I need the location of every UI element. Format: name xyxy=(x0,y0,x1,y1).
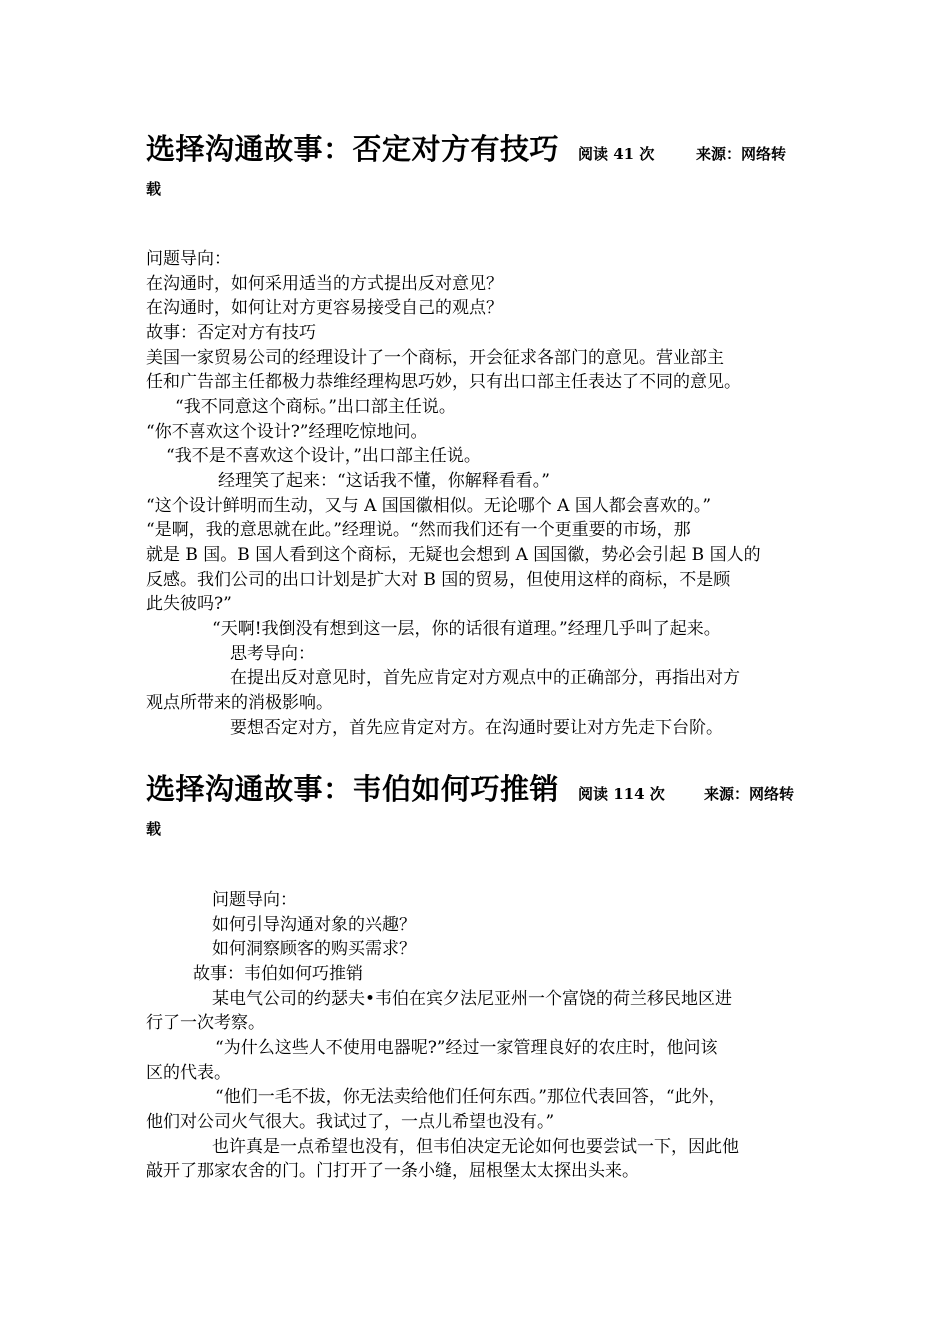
article1-source: 来源：网络转 xyxy=(696,145,787,163)
article2-source-cont: 载 xyxy=(146,820,162,838)
article2-line: 他们对公司火气很大。我试过了，一点儿希望也没有。” xyxy=(146,1112,555,1132)
article2-heading xyxy=(146,770,826,810)
article1-line: 要想否定对方，首先应肯定对方。在沟通时要让对方先走下台阶。 xyxy=(230,718,723,738)
article1-line: 故事：否定对方有技巧 xyxy=(146,323,316,343)
article1-heading xyxy=(146,130,826,170)
article2-line: 敲开了那家农舍的门。门打开了一条小缝，屈根堡太太探出头来。 xyxy=(146,1161,639,1181)
article1-line: “这个设计鲜明而生动，又与 A 国国徽相似。无论哪个 A 国人都会喜欢的。” xyxy=(146,496,712,516)
article1-line: 在沟通时，如何采用适当的方式提出反对意见？ xyxy=(146,274,503,294)
article1-line: 观点所带来的消极影响。 xyxy=(146,693,333,713)
article1-line: 此失彼吗?” xyxy=(146,594,232,614)
article1-line: “是啊，我的意思就在此。”经理说。“然而我们还有一个更重要的市场，那 xyxy=(146,520,691,540)
article2-line: 也许真是一点希望也没有，但韦伯决定无论如何也要尝试一下，因此他 xyxy=(212,1137,739,1157)
article1-line: 美国一家贸易公司的经理设计了一个商标，开会征求各部门的意见。营业部主 xyxy=(146,348,724,368)
article1-line: “天啊!我倒没有想到这一层，你的话很有道理。”经理几乎叫了起来。 xyxy=(212,619,721,639)
article1-line: “我不是不喜欢这个设计，”出口部主任说。 xyxy=(166,446,481,466)
article2-title: 选择沟通故事：韦伯如何巧推销 xyxy=(146,772,560,806)
article2-source: 来源：网络转 xyxy=(704,785,795,803)
article2-line: “他们一毛不拔，你无法卖给他们任何东西。”那位代表回答，“此外， xyxy=(215,1087,726,1107)
article1-line: 反感。我们公司的出口计划是扩大对 B 国的贸易，但使用这样的商标，不是顾 xyxy=(146,570,731,590)
article2-line: 某电气公司的约瑟夫•韦伯在宾夕法尼亚州一个富饶的荷兰移民地区进 xyxy=(212,989,733,1009)
article1-line: 任和广告部主任都极力恭维经理构思巧妙，只有出口部主任表达了不同的意见。 xyxy=(146,372,741,392)
article1-line: 问题导向： xyxy=(146,249,231,269)
article1-line: “你不喜欢这个设计?”经理吃惊地问。 xyxy=(146,422,428,442)
article2-views: 阅读 114 次 xyxy=(578,785,665,803)
article1-source-cont: 载 xyxy=(146,180,162,198)
article2-line: 故事：韦伯如何巧推销 xyxy=(193,964,363,984)
article1-line: 就是 B 国。B 国人看到这个商标，无疑也会想到 A 国国徽，势必会引起 B 国人的 xyxy=(146,545,761,565)
article2-line: 如何洞察顾客的购买需求？ xyxy=(212,939,416,959)
article1-title: 选择沟通故事：否定对方有技巧 xyxy=(146,132,560,166)
article1-line: 在沟通时，如何让对方更容易接受自己的观点？ xyxy=(146,298,503,318)
article2-line: “为什么这些人不使用电器呢?”经过一家管理良好的农庄时，他问该 xyxy=(215,1038,718,1058)
article1-line: 在提出反对意见时，首先应肯定对方观点中的正确部分，再指出对方 xyxy=(230,668,740,688)
article1-line: “我不同意这个商标。”出口部主任说。 xyxy=(175,397,456,417)
article1-line: 经理笑了起来：“这话我不懂，你解释看看。” xyxy=(218,471,550,491)
article2-line: 如何引导沟通对象的兴趣？ xyxy=(212,915,416,935)
article2-line: 行了一次考察。 xyxy=(146,1013,265,1033)
article2-line: 问题导向： xyxy=(212,890,297,910)
article1-views: 阅读 41 次 xyxy=(578,145,655,163)
article2-line: 区的代表。 xyxy=(146,1063,231,1083)
article1-line: 思考导向： xyxy=(230,644,315,664)
